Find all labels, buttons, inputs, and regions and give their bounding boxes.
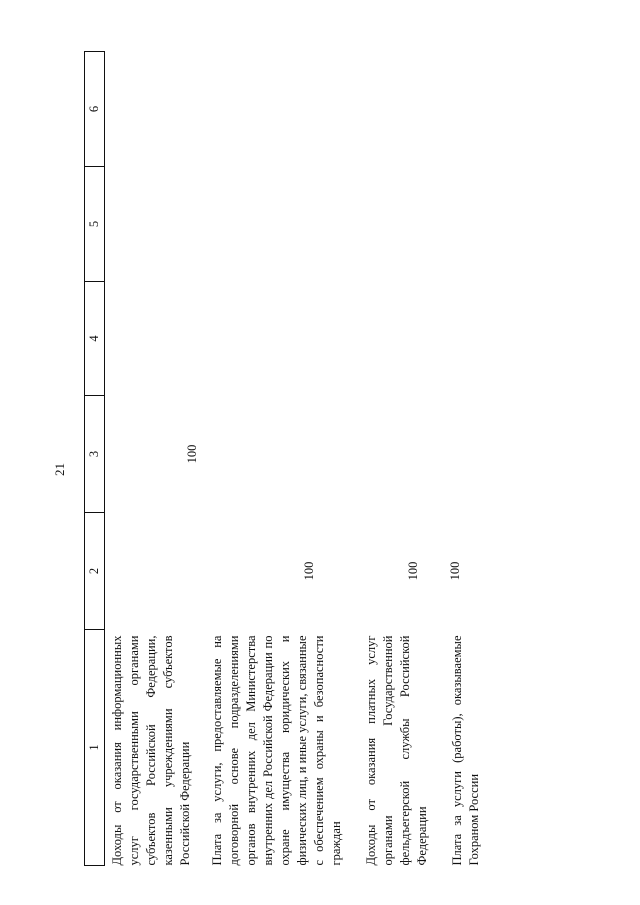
row-value-col6 xyxy=(105,52,208,167)
row-value-col4 xyxy=(207,282,361,396)
row-value-col4 xyxy=(447,282,487,396)
table-row xyxy=(105,52,208,866)
row-value-col2 xyxy=(105,513,208,630)
table-row xyxy=(447,52,487,866)
row-value-col4 xyxy=(105,282,208,396)
row-value-col5 xyxy=(105,167,208,282)
rotated-sheet xyxy=(84,46,508,866)
row-value-col4 xyxy=(361,282,447,396)
row-value-col5 xyxy=(361,167,447,282)
row-value-col2: 100 xyxy=(302,561,316,581)
column-number-3: 3 xyxy=(85,396,105,513)
row-value-col2: 100 xyxy=(448,561,462,581)
column-number-2: 2 xyxy=(85,513,105,630)
row-description: Плата за услуги, предоставляемые на договорной основе подразделениями органов внутренних дел Министерства внутренних дел Российской Федерации по охране имущества юридических и физических лиц, и иные услуги, связанные с обеспечением охраны и безопасности граждан xyxy=(210,635,343,866)
row-value-col3 xyxy=(361,396,447,513)
row-description: Плата за услуги (работы), оказываемые Гохраном России xyxy=(450,635,481,866)
row-description: Доходы от оказания информационных услуг государственными органами субъектов Российской Федерации, казенными учреждениями субъектов Российской Федерации xyxy=(110,635,192,866)
column-number-1: 1 xyxy=(85,630,105,866)
row-value-col5 xyxy=(447,167,487,282)
table-row xyxy=(361,52,447,866)
row-value-col3: 100 xyxy=(185,444,199,464)
row-value-col6 xyxy=(447,52,487,167)
row-value-col6 xyxy=(207,52,361,167)
row-value-col5 xyxy=(207,167,361,282)
table-row xyxy=(207,52,361,866)
row-description: Доходы от оказания платных услуг органами Государственной фельдъегерской службы Российской Федерации xyxy=(364,635,429,866)
page-number: 21 xyxy=(52,463,67,476)
row-value-col2: 100 xyxy=(406,561,420,581)
column-number-row xyxy=(85,52,105,866)
column-number-5: 5 xyxy=(85,167,105,282)
row-value-col3 xyxy=(447,396,487,513)
row-value-col6 xyxy=(361,52,447,167)
row-value-col3 xyxy=(207,396,361,513)
column-number-6: 6 xyxy=(85,52,105,167)
revenue-norms-table xyxy=(84,51,487,866)
column-number-4: 4 xyxy=(85,282,105,396)
